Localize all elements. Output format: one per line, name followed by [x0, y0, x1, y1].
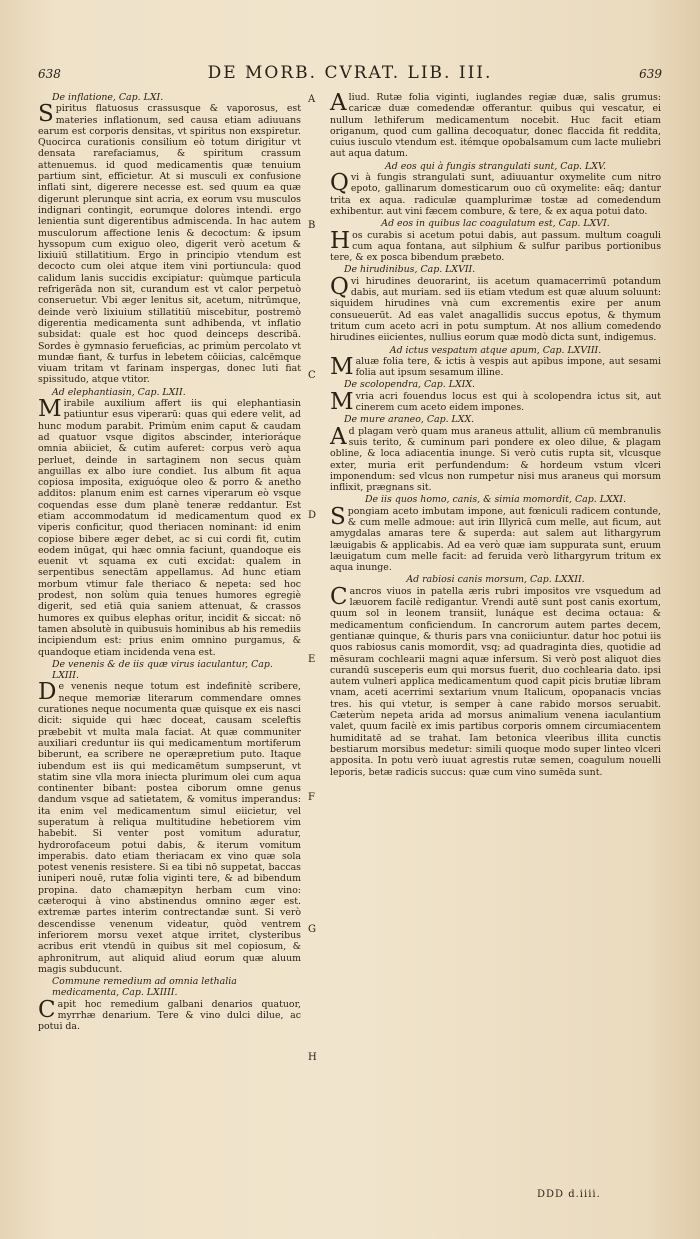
chapter-heading: De scolopendra, Cap. LXIX. — [344, 379, 475, 391]
margin-letter-e: E — [308, 654, 316, 665]
chapter-heading: De venenis & de iis quæ virus iaculantur, Cap. LXIII. — [52, 658, 273, 682]
page-number-left: 638 — [38, 67, 61, 81]
paragraph: Spongiam aceto imbutam impone, aut fœniculi radicem contunde, & cum melle admoue: aut irin Illyricā cum melle, aut ficum, aut amygdalas amaras tere & superda: aut salem aut lithargyrum læuigabis & applicabis. Ad ea verò quæ iam suppurata sunt, eruum læuigatum cum melle facit: ad feruida verò lithargyrum tritum ex aqua inunge. — [330, 503, 661, 574]
running-title: DE MORB. CVRAT. LIB. III. — [207, 63, 493, 83]
chapter-heading: Ad eos qui à fungis strangulati sunt, Cap. LXV. — [384, 160, 607, 172]
page-number-right: 639 — [639, 67, 662, 81]
margin-letter-b: B — [308, 220, 316, 231]
chapter-heading: Ad eos in quibus lac coagulatum est, Cap. LXVI. — [381, 218, 610, 230]
running-header — [38, 63, 662, 85]
paragraph: Capit hoc remedium galbani denarios quatuor, myrrhæ denarium. Tere & vino dulci dilue, ac potui da. — [38, 996, 301, 1033]
paragraph: Mirabile auxilium affert iis qui elephantiasin patiuntur esus viperarū: quas qui edere velit, ad hunc modum parabit. Primùm enim caput & caudam ad quatuor vsque digitos abscinder, interioráque omnia abiiciet, & cutim auferet: corpus verò aqua perluet, deinde in sartaginem non secus quàm anguillas ex albo iure condiet. Ius album fit aqua copiosa imposita, exiguóque oleo & porro & anetho additos: planum enim est carnes viperarum eò vsque coquendas esse dum planè teneræ reddantur. Est etiam accommodatum id medicamentum quod ex viperis conficitur, quod theriacen nominant: id enim copiose bibere æger debet, ac si cui cordi fit, cutim eodem inūgat, qui hæc omnia faciunt, quandoque eis euenit vt squama ex cuti excidat: qualem in serpentibus senectām appellamus. Ad hunc etiam morbum vtimur fale theriaco & nepeta: sed hoc prodest, non solùm quia tenues humores egregiè digerit, sed etiā quia saniem attenuat, & crassos humores ex quibus elephas oritur, incidit & siccat: nō tamen absolutè in quibusuis hominibus ab his remediis incipiendum est: prius enim omnino purgamus, & quandoque etiam incidenda vena est. — [38, 396, 301, 658]
margin-letter-f: F — [308, 792, 315, 803]
paragraph: De venenis neque totum est indefinitè scribere, neque memoriæ literarum commendare omnes curationes neque nocumenta quæ quisque ex eis nasci dicit: siquide qui hæc doceat, causam sceleftis præbebit vt multa mala faciat. At quæ communiter auxiliari creduntur iis qui medicamentum mortiferum biberunt, ea scribere ne operæpretium puto. Itaque iubendum est iis qui medicamētum sumpserunt, vt statim sine vlla mora iniecta plurimum olei cum aqua continenter bibant: postea ciborum omne genus dandum vsque ad satietatem, & vomitus imperandus: ita enim vel medicamentum simul eiicietur, vel superatum à reliqua multitudine hebetiorem vim habebit. Si venter post vomitum aduratur, hydrorofaceum potui dabis, & iterum vomitum imperabis. dato etiam theriacam ex vino quæ sola potest venenis resistere. Si ea tibi nō suppetat, baccas iuniperi nouē, rutæ folia viginti tere, & ad bibendum propina. dato chamæpityn herbam cum vino: cæteroqui à vino abstinendus omnino æger est. extremæ partes interim contrectandæ sunt. Si verò descendisse venenum videatur, quòd ventrem inferiorem morsu vexet atque irritet, clysteribus acribus erit vtendū in quibus sit mel copiosum, & aphronitrum, aut aliquid aliud eorum quæ aluum magis subducunt. — [38, 679, 301, 975]
left-column — [38, 92, 301, 1034]
chapter-heading: De iis quos homo, canis, & simia momordit, Cap. LXXI. — [365, 494, 626, 506]
paragraph: Qvi hirudines deuorarint, iis acetum quamacerrimū potandum dabis, aut muriam. sed iis etiam vtedum est quæ aluum soluunt: siquidem hirudines vnà cum excrementis exire per anum consueuerūt. Ad eas valet anagallidis succus epotus, & thymum tritum cum aceto acri in potu sumptum. At nos allium comedendo hirudines eiicientes, nullius eorum quæ modò dicta sunt, indigemus. — [330, 273, 661, 344]
paragraph: Spiritus flatuosus crassusque & vaporosus, est materies inflationum, sed causa etiam adiuuans earum est corporis densitas, vt spiritus non exspiretur. Quocirca curationis consilium eò totum dirigitur vt densata rarefaciamus, & spiritum crassum attenuemus. id quod medicamentis quæ tenuium partium sint, efficietur. At si musculi ex confusione inflati sint, digerere necesse est. sed quum ea quæ digerunt plerunque sint acria, ex eorum vsu musculos indignari contingit, eorumque dolores intendi. ergo lenientia sunt digerentibus admiscenda. In hac autem musculorum affectione lenis & decoctum: & ipsum hyssopum cum exiguo oleo, digerit verò acetum & lixiuiū stillatitium. Ergo in principio vtendum est decocto cum olei atque item vini portiuncula: quod calidum lanis succidis excipiatur: quùmque particula refrigerāda non sit, curandum est vt calor perpetuò conseruetur. Vbi æger lenitus sit, acetum, nitrūmque, deinde verò lixiuium stillatitiū miscebitur, postremò digerentia medicamenta sunt adhibenda, vt inflatio subsidat: quale est hoc quod deinceps describā. Sordes è gymnasio ferueficias, ac primùm percolato vt mundæ fiant, & turfus in lebetem cōiicias, calcēmque viuam tritam vt farinam inspergas, donec luti fiat spissitudo, atque vtitor. — [38, 101, 301, 386]
margin-letter-c: C — [308, 370, 316, 381]
chapter-heading: Ad rabiosi canis morsum, Cap. LXXII. — [406, 574, 585, 586]
right-column — [330, 92, 661, 779]
margin-letter-d: D — [308, 510, 317, 521]
margin-letter-a: A — [308, 94, 316, 105]
paragraph: Ad plagam verò quam mus araneus attulit, allium cū membranulis suis terito, & cuminum pari pondere ex oleo dilue, & plagam obline, & loca adiacentia inunge. Si verò cutis rupta sit, vlcusque exter, muria erit perfundendum: & hordeum vstum vlceri imponendum: sed vlcus non rumpetur nisi mus araneus qui morsum inflixit, prægnans sit. — [330, 423, 661, 494]
margin-letter-h: H — [308, 1052, 317, 1063]
paragraph: Maluæ folia tere, & ictis à vespis aut apibus impone, aut sesami folia aut ipsum sesamum illine. — [330, 353, 661, 380]
paragraph: Qvi à fungis strangulati sunt, adiuuantur oxymelite cum nitro epoto, gallinarum domesticarum ouo cū oxymelite: eāq; dantur trita ex aqua. radiculæ quamplurimæ tostæ ad comedendum exhibentur. aut vini fæcem combure, & tere, & ex aqua potui dato. — [330, 170, 661, 217]
margin-letter-g: G — [308, 924, 316, 935]
chapter-heading: Ad ictus vespatum atque apum, Cap. LXVIII. — [389, 344, 602, 356]
chapter-heading: De hirudinibus, Cap. LXVII. — [344, 264, 476, 276]
paragraph: Aliud. Rutæ folia viginti, iuglandes regiæ duæ, salis grumus: caricæ duæ comedendæ offerantur. quibus qui vescatur, ei nullum lethiferum medicamentum nocebit. Huc facit etiam origanum, quod cum gallina decoquatur, donec flaccida fit reddita, cuius iusculo vtendum est. itémque opobalsamum cum lacte muliebri aut aqua datum. — [330, 90, 661, 160]
chapter-heading: De inflatione, Cap. LXI. — [52, 92, 164, 103]
chapter-heading: Commune remedium ad omnia lethalia medicamenta, Cap. LXIIII. — [52, 976, 237, 999]
paragraph: Mvria acri fouendus locus est qui à scolopendra ictus sit, aut cinerem cum aceto eidem impones. — [330, 388, 661, 415]
paragraph: Hos curabis si acetum potui dabis, aut passum. multum coaguli cum aqua fontana, aut silphium & sulfur paribus portionibus tere, & ex posca bibendum præbeto. — [330, 227, 661, 264]
chapter-heading: De mure araneo, Cap. LXX. — [344, 414, 475, 426]
margin-section-letters — [308, 92, 324, 1063]
chapter-heading: Ad elephantiasin, Cap. LXII. — [52, 386, 186, 398]
paragraph: Cancros viuos in patella æris rubri impositos vre vsquedum ad læuorem facilè redigantur. Vrendi autē sunt post canis exortum, quum sol in leonem transiit, lunáque est decima octaua: & medicamentum conficiendum. In cancrorum autem partes decem, gentianæ quinque, & thuris pars vna coniiciuntur. datur hoc potui iis quos rabiosus canis momordit, vsq; ad quadraginta dies, quotidie ad mēsuram cochlearii magni aquæ infersum. Si verò post aliquot dies curandū susceperis eum qui morsus fuerit, duo cochlearia dato. ipsi autem vulneri applica medicamentum quod capit picis brutiæ libram vnam, aceti acerrimi sextarium vnum Italicum, opopanacis vncias tres. his qui vtetur, is semper à cane rabido morsos seruabit. Cæterùm nepeta arida ad morsus animalium venena iaculantium valet, quum facilè ex imis partibus corporis omnem circumiacentem humiditatē ad se trahat. Iam betonica vleeribus illita cunctis bestiarum morsibus medetur: simili quoque modo super linteo vlceri apposita. In potu verò iuuat agrestis rutæ semen, coagulum nouelli leporis, betæ radicis succus: quæ cum vino sumēda sunt. — [330, 583, 661, 778]
signature-mark: DDD d.iiii. — [537, 1189, 601, 1200]
